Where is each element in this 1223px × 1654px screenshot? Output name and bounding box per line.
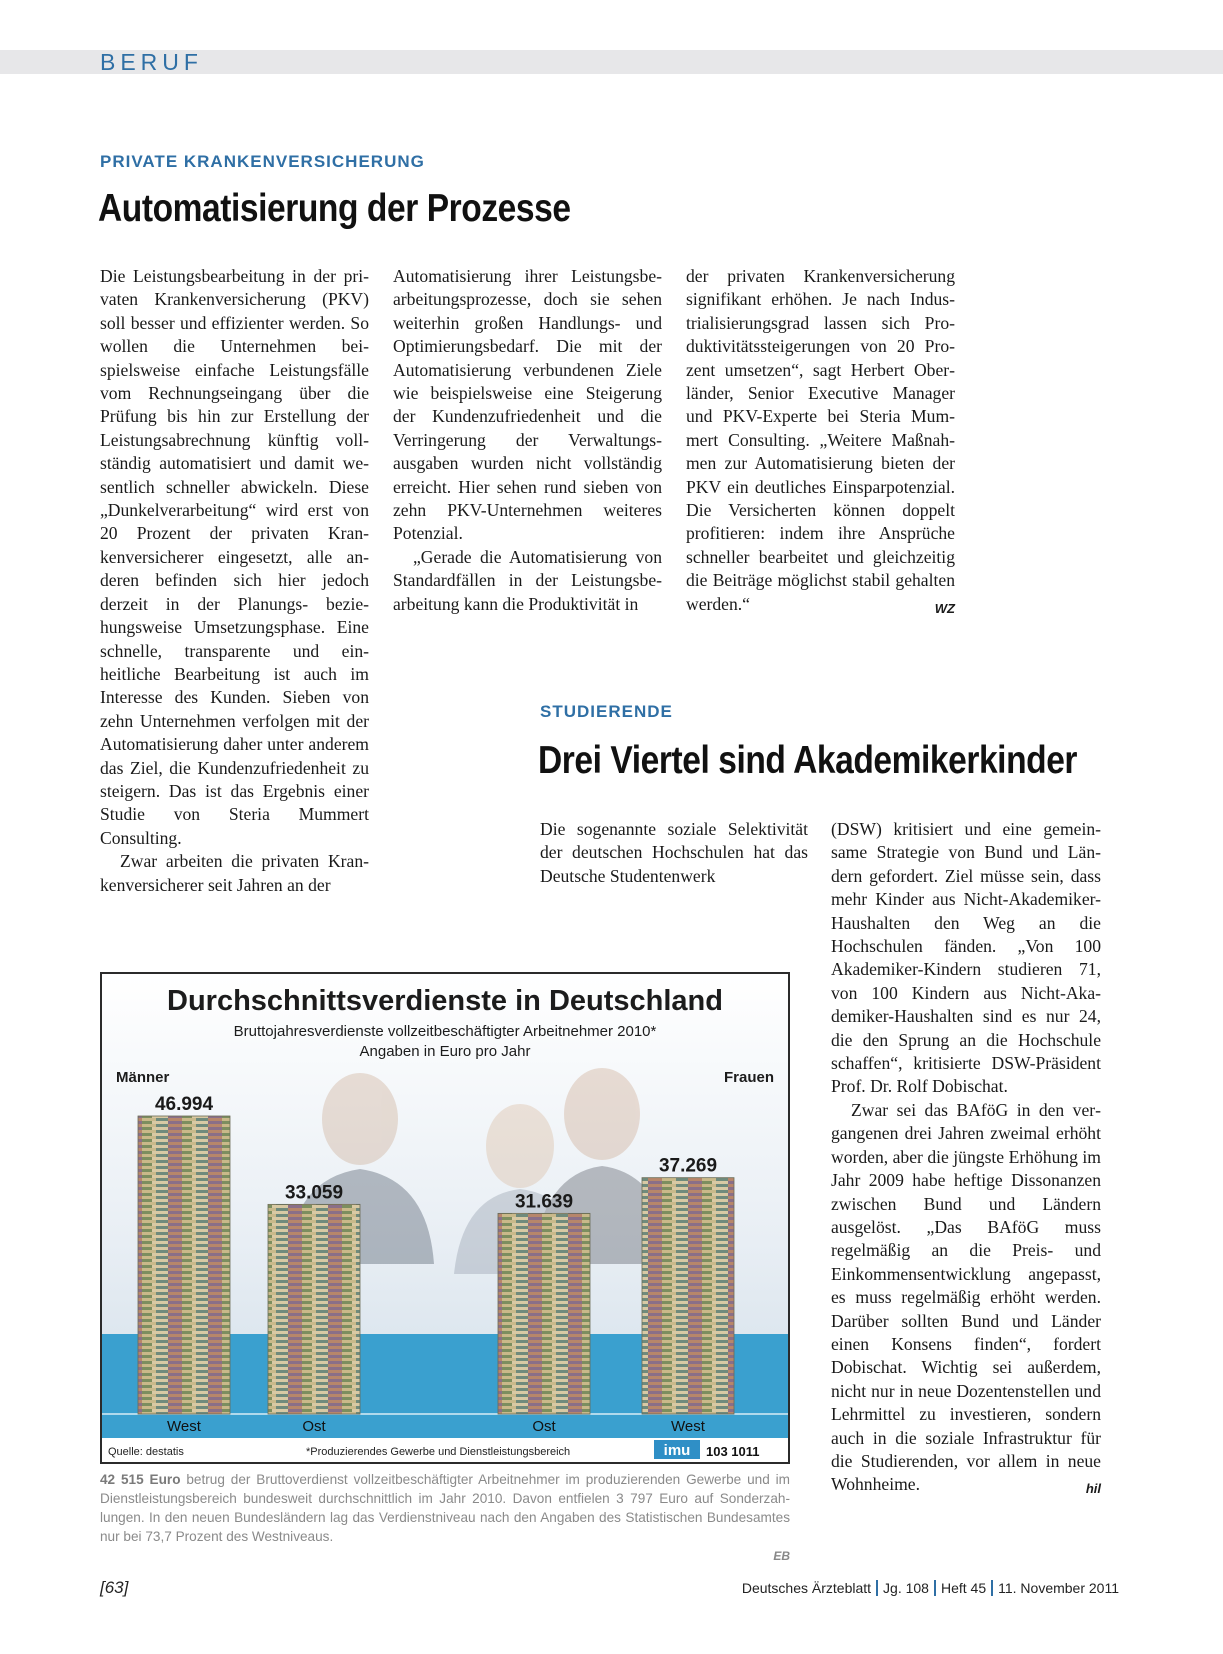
infographic — [100, 972, 790, 1464]
paragraph: Die Leistungsbearbeitung in der privaten Krankenversicherung (PKV) soll besser und effizienter werden. So wollen die Unternehmen beispielsweise einfache Leistungsfälle vom Rechnungseingang über die Prüfung bis hin zur Erstellung der Leistungsabrechnung künftig vollständig automatisiert und damit wesentlich schneller abwickeln. Diese „Dunkelverarbeitung“ wird erst von 20 Prozent der privaten Krankenversicherer eingesetzt, alle anderen befinden sich hier jedoch derzeit in der Planungs- beziehungsweise Umsetzungsphase. Eine schnelle, transparente und einheitliche Bearbeitung ist auch im Interesse des Kunden. Sieben von zehn Unternehmen verfolgen mit der Automatisierung daher unter anderem das Ziel, die Kundenzufriedenheit zu steigern. Das ist das Ergebnis einer Studie von Steria Mummert Consulting. — [100, 266, 369, 848]
bar-2 — [498, 1213, 590, 1414]
bar-1 — [268, 1204, 360, 1414]
article1-column-1 — [100, 265, 369, 897]
paragraph: „Gerade die Automatisierung von Standardfällen in der Leistungsbearbeitung kann die Produktivität in — [393, 546, 662, 614]
caption-lead: 42 515 Euro — [100, 1472, 181, 1487]
article2-signature: hil — [1085, 1481, 1101, 1497]
caption-text: betrug der Bruttoverdienst vollzeitbeschäftigter Arbeitnehmer im produzierenden Gewerbe und im Dienstleistungsbereich bundesweit durchschnittlich im Jahr 2010. Davon entfielen 3 797 Euro auf Sonderzahlungen. In den neuen Bundesländern lag das Verdienstniveau nach den Angaben des Statistischen Bundesamtes nur bei 73,7 Prozent des Westniveaus. — [100, 1472, 790, 1544]
bar-value-label: 33.059 — [284, 1182, 344, 1204]
bar-category-label: Ost — [532, 1418, 556, 1435]
article1-column-2 — [393, 265, 662, 616]
article1-signature: WZ — [934, 600, 955, 616]
bar-category-label: West — [671, 1418, 705, 1435]
infographic-subtitle-2: Angaben in Euro pro Jahr — [359, 1043, 531, 1060]
article1-headline: Automatisierung der Prozesse — [98, 187, 571, 230]
paragraph: (DSW) kritisiert und eine gemeinsame Strategie von Bund und Ländern gefordert. Ziel müsse sein, dass mehr Kinder aus Nicht-Akademiker-Haushalten den Weg an die Hochschulen fänden. „Von 100 Akademiker-Kindern studieren 71, von 100 Kindern aus Nicht-Akademiker-Haushalten sind es nur 24, die den Sprung an die Hochschule schaffen“, kritisierte DSW-Präsident Prof. Dr. Rolf Dobischat. — [831, 819, 1101, 1097]
article1-kicker: PRIVATE KRANKENVERSICHERUNG — [100, 152, 425, 171]
article2-column-1 — [540, 818, 808, 888]
article1-column-3 — [686, 265, 955, 620]
infographic-footnote: *Produzierendes Gewerbe und Dienstleistungsbereich — [306, 1446, 571, 1458]
bar-3 — [642, 1178, 734, 1414]
bar-0 — [138, 1116, 230, 1414]
group-label-men: Männer — [116, 1069, 170, 1086]
journal-date: 11. November 2011 — [998, 1580, 1119, 1596]
page-number: [63] — [100, 1578, 129, 1597]
infographic-title: Durchschnittsverdienste in Deutschland — [167, 985, 723, 1017]
article2-headline: Drei Viertel sind Akademikerkinder — [538, 739, 1078, 782]
footer-publication — [742, 1580, 1119, 1596]
paragraph: Zwar arbeiten die privaten Krankenversicherer seit Jahren an der — [100, 851, 369, 895]
infographic-subtitle-1: Bruttojahresverdienste vollzeitbeschäftigter Arbeitnehmer 2010* — [233, 1023, 657, 1040]
bar-category-label: Ost — [302, 1418, 326, 1435]
bar-value-label: 31.639 — [514, 1191, 574, 1213]
paragraph: Zwar sei das BAföG in den vergangenen drei Jahren zweimal erhöht worden, aber die jüngste Erhöhung im Jahr 2009 habe heftige Dissonanzen zwischen Bund und Ländern ausgelöst. „Das BAföG muss regelmäßig an die Preis- und Einkommensentwicklung angepasst, es muss regelmäßig erhöht werden. Darüber sollten Bund und Länder einen Konsens finden“, fordert Dobischat. Wichtig sei außerdem, nicht nur in neue Dozentenstellen und Lehrmittel zu investieren, sondern auch in die soziale Infrastruktur für die Studierenden, vor allem in neue Wohnheime. hil — [831, 1099, 1101, 1497]
journal-name: Deutsches Ärzteblatt — [741, 1580, 872, 1596]
paragraph: der privaten Krankenversicherung signifikant erhöhen. Je nach Industrialisierungsgrad lassen sich Produktivitätssteigerungen von 20 Prozent umsetzen“, sagt Herbert Oberländer, Senior Executive Manager und PKV-Experte bei Steria Mummert Consulting. „Weitere Maßnahmen zur Automatisierung bieten der PKV ein deutliches Einsparpotenzial. Die Versicherten können doppelt profitieren: indem ihre Ansprüche schneller bearbeitet und gleichzeitig die Beiträge möglichst stabil gehalten werden.“ WZ — [686, 265, 955, 616]
infographic-svg — [102, 974, 788, 1462]
journal-issue: Heft 45 — [940, 1580, 987, 1596]
infographic-code: 103 1011 — [706, 1444, 760, 1459]
section-label: BERUF — [100, 49, 203, 75]
paragraph: Die sogenannte soziale Selektivität der deutschen Hochschulen hat das Deutsche Studentenwerk — [540, 819, 808, 886]
infographic-source: Quelle: destatis — [108, 1446, 184, 1458]
bar-category-label: West — [167, 1418, 201, 1435]
imu-logo-text: imu — [663, 1442, 691, 1459]
group-label-women: Frauen — [723, 1069, 774, 1086]
caption-signature: EB — [773, 1549, 790, 1563]
article2-kicker: STUDIERENDE — [540, 702, 673, 721]
article2-column-2 — [831, 818, 1101, 1501]
infographic-caption — [100, 1470, 790, 1566]
paragraph: Automatisierung ihrer Leistungsbearbeitungsprozesse, doch sie sehen weiterhin großen Handlungs- und Optimierungsbedarf. Die mit der Automatisierung verbundenen Ziele wie beispielsweise eine Steigerung der Kundenzufriedenheit und die Verringerung der Verwaltungsausgaben wurden nicht vollständig erreicht. Hier sehen rund sieben von zehn PKV-Unternehmen weiteres Potenzial. — [393, 266, 662, 544]
journal-volume: Jg. 108 — [883, 1580, 929, 1596]
bar-value-label: 37.269 — [658, 1155, 718, 1177]
bar-value-label: 46.994 — [154, 1094, 214, 1115]
